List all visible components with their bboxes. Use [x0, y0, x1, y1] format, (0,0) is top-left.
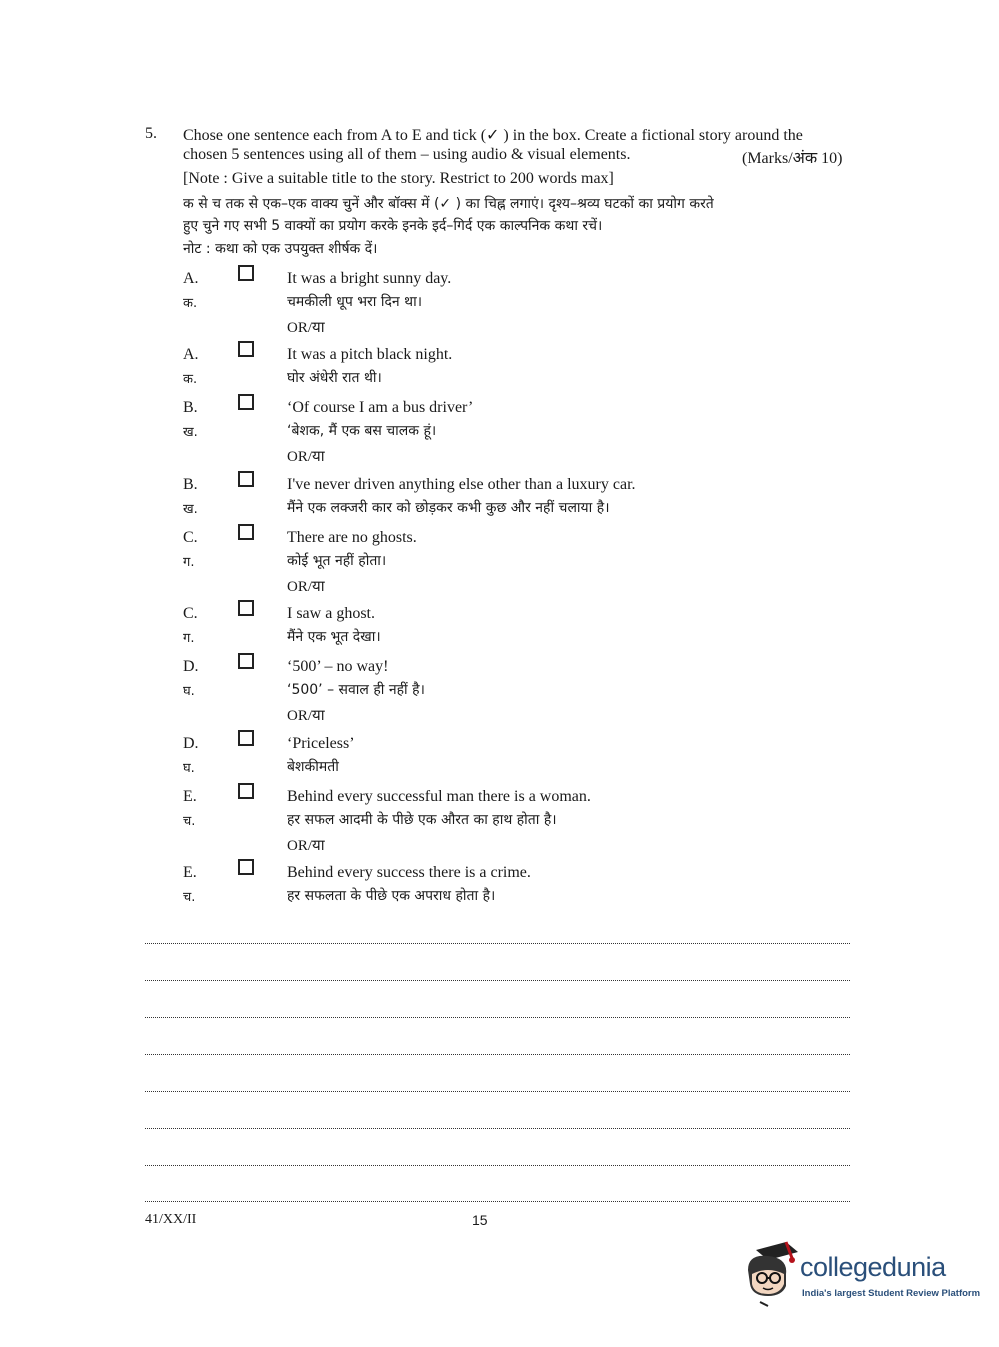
option-checkbox[interactable]	[238, 783, 254, 799]
option-checkbox[interactable]	[238, 600, 254, 616]
question-marks: (Marks/अंक 10)	[742, 150, 843, 167]
question-number: 5.	[145, 125, 157, 142]
logo-tagline: India's largest Student Review Platform	[802, 1288, 981, 1299]
question-instruction-hindi-2: हुए चुने गए सभी 5 वाक्यों का प्रयोग करके इनके इर्द–गिर्द एक काल्पनिक कथा रचें।	[183, 218, 603, 234]
option-sentence-hindi: कोई भूत नहीं होता।	[287, 553, 387, 569]
logo-wordmark: collegedunia	[800, 1252, 946, 1282]
option-letter-hindi: च.	[183, 814, 196, 829]
answer-line[interactable]	[145, 980, 850, 981]
option-checkbox[interactable]	[238, 730, 254, 746]
option-sentence-hindi: हर सफलता के पीछे एक अपराध होता है।	[287, 888, 496, 904]
option-sentence: Behind every successful man there is a woman.	[287, 788, 591, 805]
option-letter: A.	[183, 270, 199, 287]
option-sentence-hindi: ‘500’ – सवाल ही नहीं है।	[287, 682, 425, 698]
option-letter: D.	[183, 735, 199, 752]
option-letter-hindi: ग.	[183, 631, 195, 646]
option-letter-hindi: ख.	[183, 425, 198, 440]
option-letter-hindi: घ.	[183, 684, 195, 699]
option-letter: C.	[183, 529, 198, 546]
option-sentence-hindi: घोर अंधेरी रात थी।	[287, 370, 382, 386]
collegedunia-logo	[742, 1240, 981, 1312]
option-letter: E.	[183, 788, 197, 805]
option-or-separator: OR/या	[287, 708, 325, 724]
option-checkbox[interactable]	[238, 265, 254, 281]
paper-code: 41/XX/II	[145, 1212, 197, 1227]
answer-line[interactable]	[145, 943, 850, 944]
option-sentence: It was a bright sunny day.	[287, 270, 452, 287]
option-sentence-hindi: बेशकीमती	[287, 759, 339, 775]
answer-line[interactable]	[145, 1201, 850, 1202]
option-letter: D.	[183, 658, 199, 675]
option-letter: E.	[183, 864, 197, 881]
answer-line[interactable]	[145, 1054, 850, 1055]
question-instruction-hindi-1: क से च तक से एक–एक वाक्य चुनें और बॉक्स में (✓ ) का चिह्न लगाएं। दृश्य–श्रव्य घटकों का प्रयोग करते	[183, 196, 714, 212]
option-sentence: ‘Priceless’	[287, 735, 355, 752]
question-note-english: [Note : Give a suitable title to the story. Restrict to 200 words max]	[183, 170, 614, 187]
option-or-separator: OR/या	[287, 838, 325, 854]
option-checkbox[interactable]	[238, 341, 254, 357]
question-instruction-line-1: Chose one sentence each from A to E and tick (✓ ) in the box. Create a fictional story around the	[183, 127, 803, 144]
option-or-separator: OR/या	[287, 320, 325, 336]
option-letter-hindi: क.	[183, 372, 198, 387]
option-or-separator: OR/या	[287, 579, 325, 595]
question-instruction-line-2: chosen 5 sentences using all of them – using audio & visual elements.	[183, 146, 631, 163]
option-sentence-hindi: हर सफल आदमी के पीछे एक औरत का हाथ होता है।	[287, 812, 557, 828]
option-letter: B.	[183, 476, 198, 493]
option-sentence: I saw a ghost.	[287, 605, 375, 622]
option-sentence: ‘Of course I am a bus driver’	[287, 399, 474, 416]
option-sentence-hindi: चमकीली धूप भरा दिन था।	[287, 294, 423, 310]
option-checkbox[interactable]	[238, 859, 254, 875]
option-letter: A.	[183, 346, 199, 363]
option-sentence: There are no ghosts.	[287, 529, 417, 546]
answer-line[interactable]	[145, 1091, 850, 1092]
option-sentence: ‘500’ – no way!	[287, 658, 389, 675]
option-checkbox[interactable]	[238, 394, 254, 410]
page-number: 15	[472, 1212, 488, 1228]
option-letter-hindi: घ.	[183, 761, 195, 776]
answer-line[interactable]	[145, 1128, 850, 1129]
option-letter-hindi: ग.	[183, 555, 195, 570]
answer-line[interactable]	[145, 1017, 850, 1018]
option-checkbox[interactable]	[238, 524, 254, 540]
answer-line[interactable]	[145, 1165, 850, 1166]
option-sentence: Behind every success there is a crime.	[287, 864, 531, 881]
option-sentence-hindi: ‘बेशक, मैं एक बस चालक हूं।	[287, 423, 437, 439]
option-letter-hindi: ख.	[183, 502, 198, 517]
option-letter-hindi: क.	[183, 296, 198, 311]
mascot-icon	[742, 1240, 802, 1310]
option-checkbox[interactable]	[238, 653, 254, 669]
option-letter-hindi: च.	[183, 890, 196, 905]
option-checkbox[interactable]	[238, 471, 254, 487]
question-note-hindi: नोट : कथा को एक उपयुक्त शीर्षक दें।	[183, 241, 378, 257]
option-sentence-hindi: मैंने एक लक्जरी कार को छोड़कर कभी कुछ और नहीं चलाया है।	[287, 500, 610, 516]
option-or-separator: OR/या	[287, 449, 325, 465]
option-sentence: It was a pitch black night.	[287, 346, 453, 363]
option-sentence-hindi: मैंने एक भूत देखा।	[287, 629, 381, 645]
option-letter: B.	[183, 399, 198, 416]
option-sentence: I've never driven anything else other than a luxury car.	[287, 476, 636, 493]
option-letter: C.	[183, 605, 198, 622]
